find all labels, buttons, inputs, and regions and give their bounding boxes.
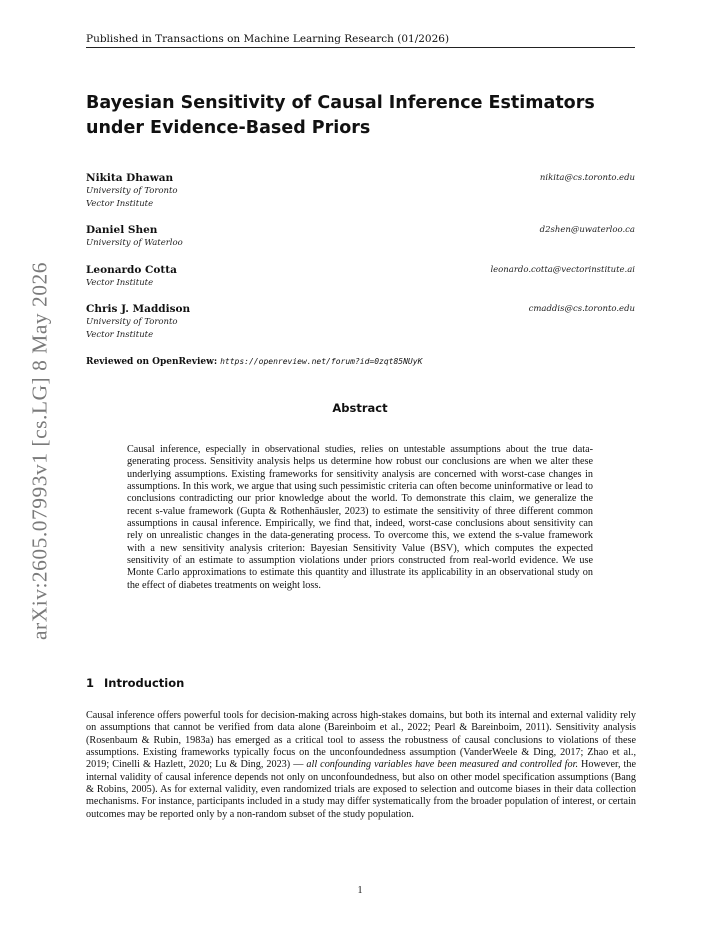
author-name: Nikita Dhawan <box>86 172 174 184</box>
title-line-1: Bayesian Sensitivity of Causal Inference Estimators <box>86 93 595 113</box>
author-block <box>86 224 635 250</box>
section-number: 1 <box>86 676 95 690</box>
paper-title <box>86 91 646 141</box>
author-name: Leonardo Cotta <box>86 264 177 276</box>
intro-text-part-2: However, the internal validity of causal inference depends not only on unconfoundedness, but also on other model specification assumptions (Bang & Robins, 2005). As for external validity, even randomized trials are exposed to selection and outcome biases in their data collection mechanisms. For instance, participants included in a study may differ systematically from the broader population of interest, or certain outcomes may be reported only by a non-random subset of the study population. <box>86 759 636 820</box>
section-heading-introduction <box>86 676 635 690</box>
arxiv-side-stamp: arXiv:2605.07993v1 [cs.LG] 8 May 2026 <box>27 262 52 640</box>
author-affiliation: Vector Institute <box>86 330 154 340</box>
author-block <box>86 264 635 290</box>
introduction-paragraph <box>86 710 636 821</box>
page-number: 1 <box>357 885 363 896</box>
abstract-text: Causal inference, especially in observational studies, relies on untestable assumptions about the true data-generating process. Sensitivity analysis helps us determine how robust our conclusions are when we alter these underlying assumptions. Existing frameworks for sensitivity analysis are concerned with worst-case changes in assumptions. In this work, we argue that using such pessimistic criteria can often become uninformative or lead to conclusions contradicting our prior knowledge about the world. To demonstrate this claim, we generalize the recent s-value framework (Gupta & Rothenhäusler, 2023) to estimate the sensitivity of three different common assumptions in causal inference. Empirically, we find that, indeed, worst-case conclusions about sensitivity can rely on unrealistic changes in the data-generating process. To overcome this, we extend the s-value framework with a new sensitivity analysis criterion: Bayesian Sensitivity Value (BSV), which computes the expected sensitivity of an estimate to assumption violations under priors constructed from real-world evidence. We use Monte Carlo approximations to estimate this quantity and illustrate its applicability in an observational study on the effect of diabetes treatments on weight loss. <box>127 444 593 591</box>
author-email[interactable]: d2shen@uwaterloo.ca <box>539 225 635 235</box>
openreview-link[interactable]: https://openreview.net/forum?id=0zqt85NUyK <box>220 357 423 366</box>
author-block <box>86 172 635 211</box>
author-affiliation: Vector Institute <box>86 278 154 288</box>
author-affiliation: University of Toronto <box>86 186 178 196</box>
abstract-heading: Abstract <box>332 401 388 415</box>
section-title: Introduction <box>104 676 185 690</box>
author-name: Daniel Shen <box>86 224 158 236</box>
intro-text-part-1: Causal inference offers powerful tools for decision-making across high-stakes domains, but both its internal and external validity rely on assumptions that cannot be verified from data alone (Bareinboim et al., 2022; Pearl & Bareinboim, 2011). Sensitivity analysis (Rosenbaum & Rubin, 1983a) has emerged as a critical tool to assess the robustness of causal conclusions to violations of these assumptions. Existing frameworks typically focus on the unconfoundedness assumption (VanderWeele & Ding, 2017; Zhao et al., 2019; Cinelli & Hazlett, 2020; Lu & Ding, 2023) — <box>86 710 636 771</box>
author-affiliation: University of Waterloo <box>86 238 183 248</box>
reviewed-on-openreview <box>86 356 635 368</box>
intro-italic-text: all confounding variables have been measured and controlled for. <box>306 759 578 771</box>
author-block <box>86 303 635 342</box>
title-line-2: under Evidence-Based Priors <box>86 118 371 138</box>
author-name: Chris J. Maddison <box>86 303 191 315</box>
running-header: Published in Transactions on Machine Learning Research (01/2026) <box>86 33 635 48</box>
reviewed-label: Reviewed on OpenReview: <box>86 357 218 367</box>
author-email[interactable]: cmaddis@cs.toronto.edu <box>528 304 635 314</box>
author-affiliation: University of Toronto <box>86 317 178 327</box>
author-affiliation: Vector Institute <box>86 199 154 209</box>
author-email[interactable]: leonardo.cotta@vectorinstitute.ai <box>490 265 635 275</box>
author-email[interactable]: nikita@cs.toronto.edu <box>539 173 635 183</box>
